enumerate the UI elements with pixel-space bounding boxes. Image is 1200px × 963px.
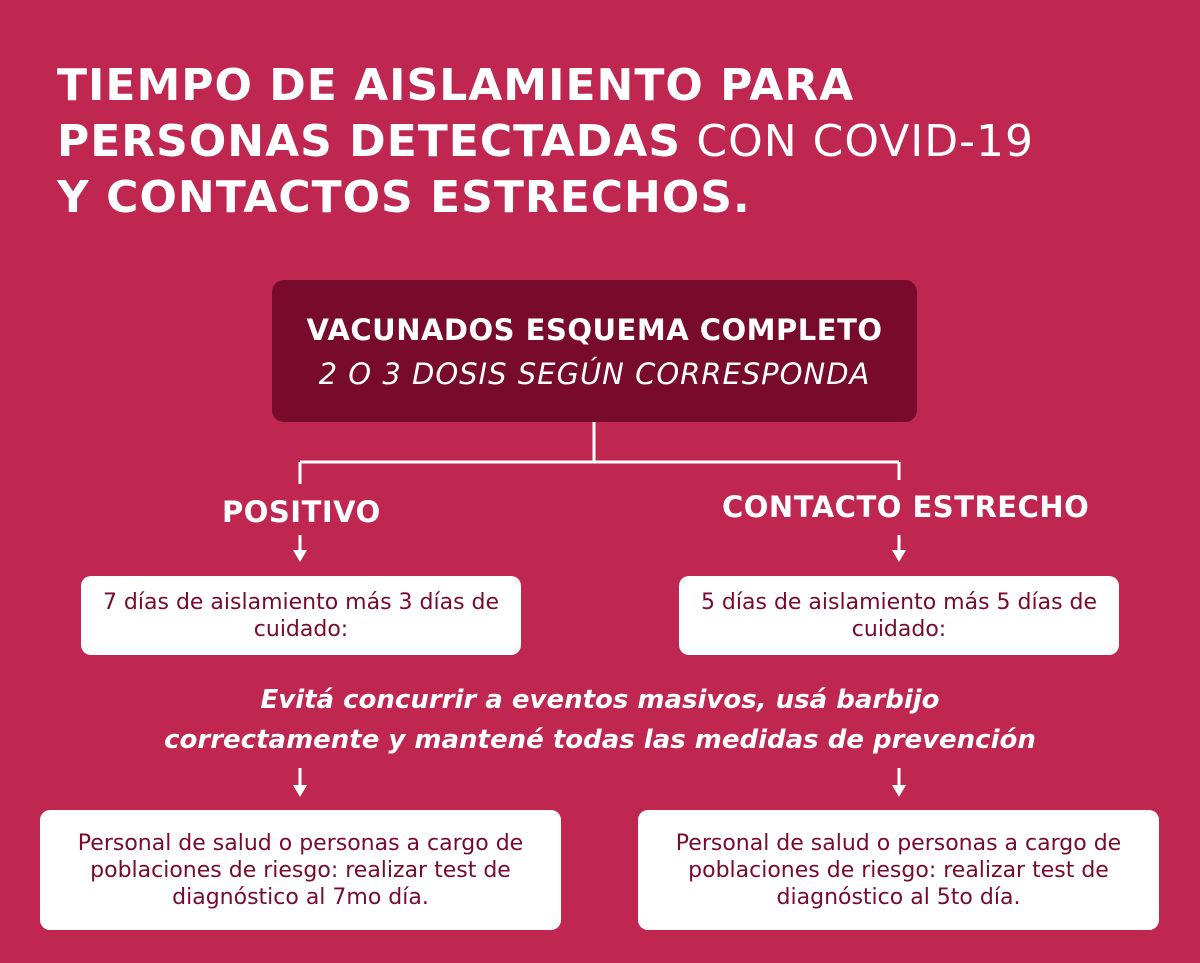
branch-connector [300, 422, 899, 484]
close-contact-label: CONTACTO ESTRECHO [722, 490, 1090, 524]
arrow-left-top [293, 535, 307, 562]
positive-health-staff-text: Personal de salud o personas a cargo de poblaciones de riesgo: realizar test de diagnóstico al 7mo día. [77, 830, 524, 910]
positive-label: POSITIVO [222, 495, 381, 529]
arrow-left-bottom [293, 768, 307, 797]
vaccinated-title: VACUNADOS ESQUEMA COMPLETO [306, 313, 883, 347]
arrow-right-top [892, 535, 906, 562]
arrow-right-bottom [892, 768, 906, 797]
prevention-note [100, 680, 1100, 760]
positive-isolation-box [81, 576, 521, 655]
contact-health-staff-box [638, 810, 1159, 930]
contact-isolation-text: 5 días de aislamiento más 5 días de cuidado: [700, 589, 1098, 642]
vaccinated-subtitle: 2 O 3 DOSIS SEGÚN CORRESPONDA [318, 357, 871, 391]
positive-isolation-text: 7 días de aislamiento más 3 días de cuidado: [102, 589, 500, 642]
positive-health-staff-box [40, 810, 561, 930]
title-line-1: TIEMPO DE AISLAMIENTO PARA [57, 60, 855, 111]
contact-isolation-box [679, 576, 1119, 655]
contact-health-staff-text: Personal de salud o personas a cargo de poblaciones de riesgo: realizar test de diagnóstico al 5to día. [675, 830, 1122, 910]
prevention-note-line-2: correctamente y mantené todas las medidas de prevención [164, 725, 1036, 755]
title-line-2-bold: PERSONAS DETECTADAS [57, 116, 682, 167]
title-line-3: Y CONTACTOS ESTRECHOS. [57, 172, 751, 223]
prevention-note-line-1: Evitá concurrir a eventos masivos, usá barbijo [260, 685, 940, 715]
title-line-2-light: CON COVID-19 [696, 116, 1035, 167]
